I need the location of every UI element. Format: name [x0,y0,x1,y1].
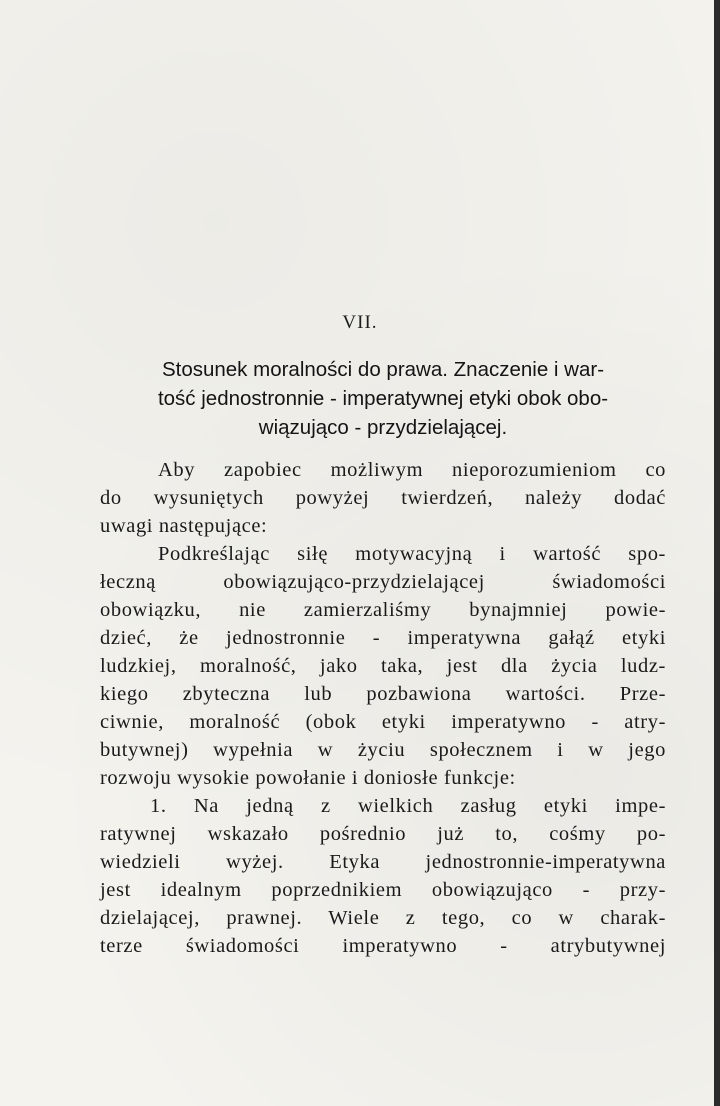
body-text-line: butywnej) wypełnia w życiu społecznem i w jego [100,739,666,761]
page-edge-shadow [714,0,720,1106]
chapter-number: VII. [342,312,378,333]
body-text-line: kiego zbyteczna lub pozbawiona wartości. Prze- [100,683,666,705]
chapter-heading-line: tość jednostronnie - imperatywnej etyki obok obo- [157,387,609,410]
body-text-line: dzielającej, prawnej. Wiele z tego, co w charak- [100,907,666,929]
body-text-line: terze świadomości imperatywno - atrybutywnej [100,935,666,957]
body-text-line: uwagi następujące: [100,515,268,537]
body-text-line: Aby zapobiec możliwym nieporozumieniom co [158,459,666,481]
body-text-line: Podkreślając siłę motywacyjną i wartość spo- [158,543,666,565]
body-text-line: rozwoju wysokie powołanie i doniosłe funkcje: [100,767,516,789]
body-text-line: ludzkiej, moralność, jako taka, jest dla życia ludz- [100,655,666,677]
body-text-line: wiedzieli wyżej. Etyka jednostronnie-imperatywna [100,851,666,873]
body-text-line: ratywnej wskazało pośrednio już to, cośmy po- [100,823,666,845]
body-text-line: dzieć, że jednostronnie - imperatywna gałąź etyki [100,627,666,649]
chapter-heading-line: Stosunek moralności do prawa. Znaczenie i war- [161,358,605,381]
body-text-line: jest idealnym poprzednikiem obowiązująco - przy- [100,879,666,901]
body-text-line: ciwnie, moralność (obok etyki imperatywno - atry- [100,711,666,733]
body-text-line: łeczną obowiązująco-przydzielającej świadomości [100,571,666,593]
chapter-heading-line: wiązująco - przydzielającej. [258,416,508,439]
body-text-line: obowiązku, nie zamierzaliśmy bynajmniej powie- [100,599,666,621]
body-text-line: do wysuniętych powyżej twierdzeń, należy dodać [100,487,666,509]
body-text-line: 1. Na jedną z wielkich zasług etyki impe- [150,795,666,817]
